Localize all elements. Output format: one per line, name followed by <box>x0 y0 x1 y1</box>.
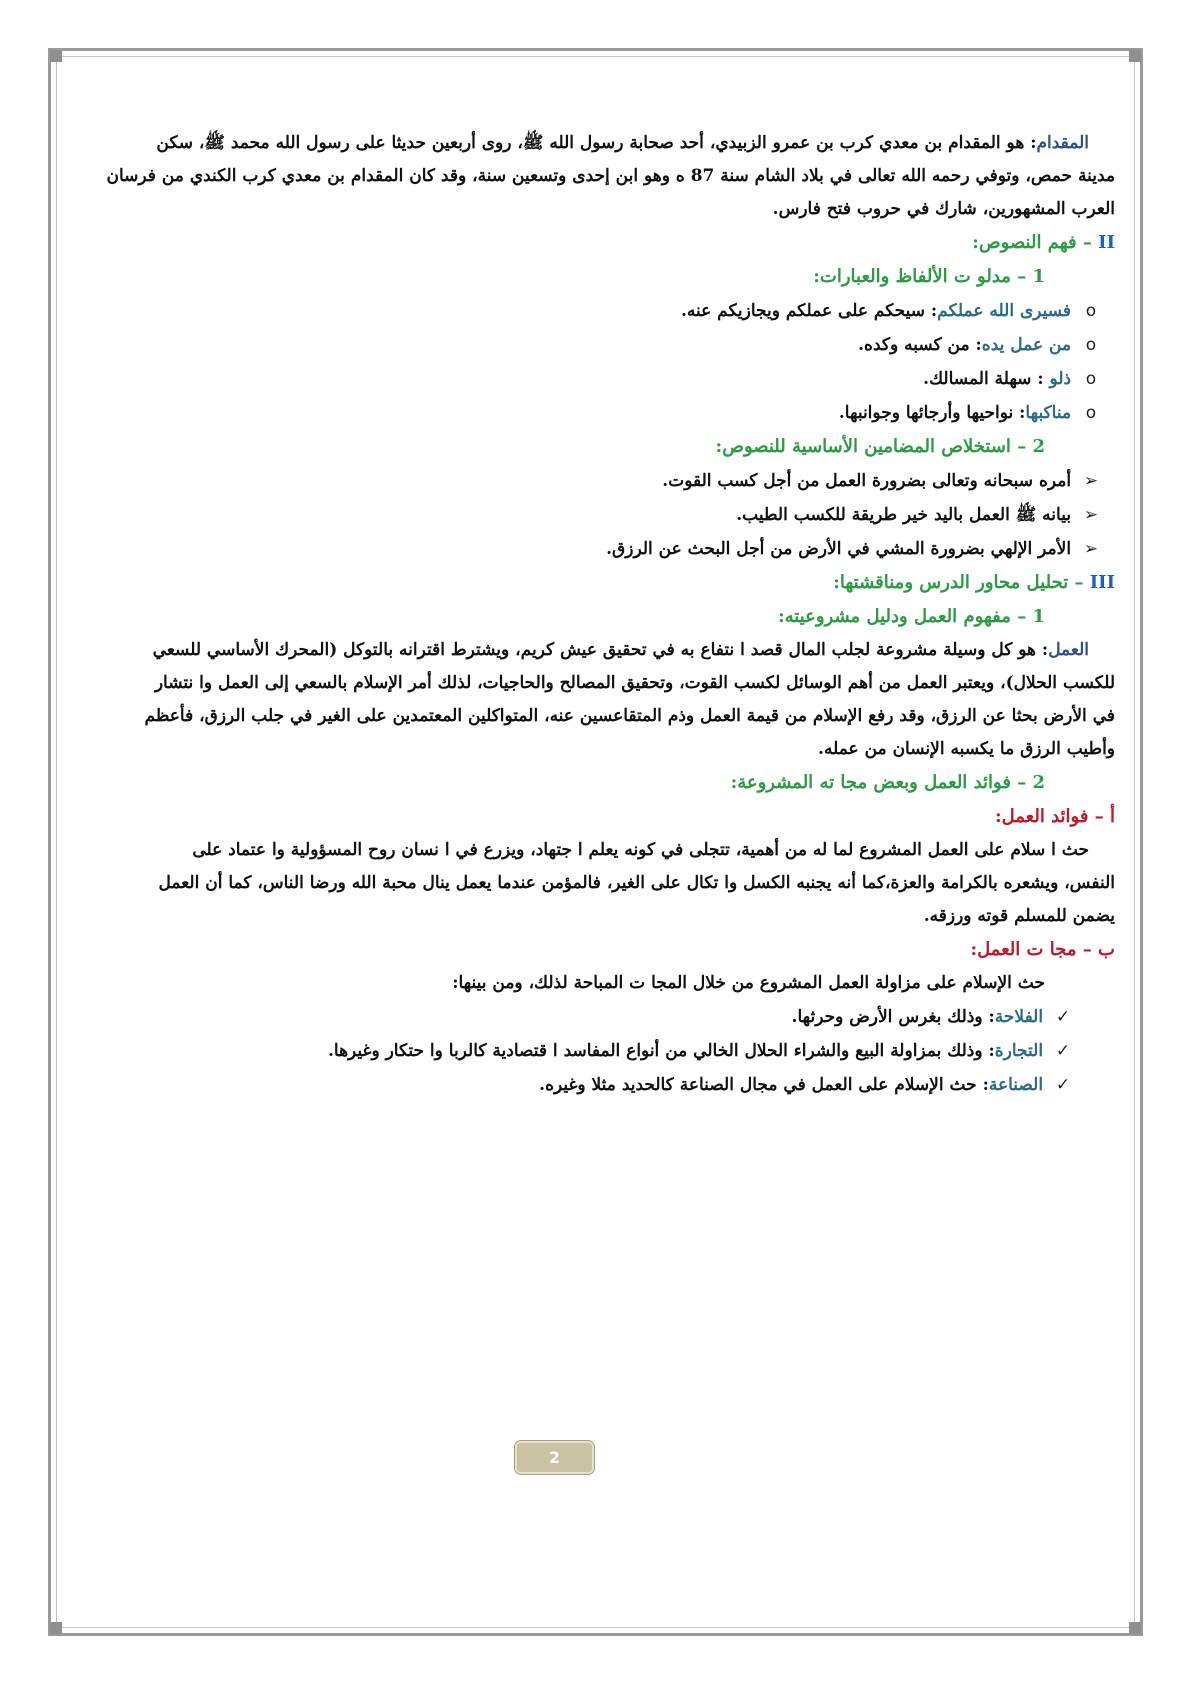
vocab-term: فسيرى الله عملكم <box>937 301 1072 321</box>
corner-ornament <box>50 1622 62 1634</box>
main-point <box>75 532 1115 566</box>
intro-line: العرب المشهورين، شارك في حروب فتح فارس. <box>772 199 1115 219</box>
benefits-line: يضمن للمسلم قوته ورزقه. <box>923 906 1115 926</box>
benefits-heading: أ – فوائد العمل: <box>994 806 1115 827</box>
field-item <box>75 1034 1115 1068</box>
subsection-heading: 2 – فوائد العمل وبعض مجا ته المشروعة: <box>730 772 1045 793</box>
vocab-definition: : من كسبه وكده. <box>858 335 982 355</box>
page-content <box>75 127 1115 1102</box>
corner-ornament <box>1129 1622 1141 1634</box>
vocab-item <box>75 294 1115 328</box>
field-term: الصناعة <box>988 1075 1044 1095</box>
circle-bullet-icon: o <box>1085 301 1097 321</box>
vocab-definition: : سيحكم على عملكم ويجازيكم عنه. <box>680 301 938 321</box>
intro-text: : هو المقدام بن معدي كرب بن عمرو الزبيدي، أحد صحابة رسول الله ﷺ، روى أربعين حديثا على رسول الله محمد ﷺ، سكن <box>156 133 1037 153</box>
arrow-bullet-icon: ➢ <box>1083 505 1099 525</box>
circle-bullet-icon: o <box>1085 369 1097 389</box>
field-term: الفلاحة <box>994 1007 1044 1027</box>
vocab-term: ذلو <box>1049 369 1072 389</box>
vocab-term: مناكبها <box>1025 403 1072 423</box>
checkmark-icon: ✓ <box>1055 1007 1071 1027</box>
fields-intro: حث الإسلام على مزاولة العمل المشروع من خلال المجا ت المباحة لذلك، ومن بينها: <box>452 973 1045 993</box>
field-term: التجارة <box>994 1041 1044 1061</box>
main-point-text: بيانه ﷺ العمل باليد خير طريقة للكسب الطيب. <box>736 505 1072 525</box>
vocab-term: من عمل يده <box>981 335 1072 355</box>
fields-heading: ب – مجا ت العمل: <box>970 939 1115 960</box>
corner-ornament <box>50 50 62 62</box>
field-item <box>75 1000 1115 1034</box>
field-item <box>75 1068 1115 1102</box>
subsection-heading: 1 – مفهوم العمل ودليل مشروعيته: <box>777 606 1045 627</box>
vocab-item <box>75 328 1115 362</box>
main-point <box>75 498 1115 532</box>
section-number: III <box>1089 572 1115 593</box>
section-heading <box>75 226 1115 260</box>
field-definition: : حث الإسلام على العمل في مجال الصناعة كالحديد مثلا وغيره. <box>539 1075 989 1095</box>
benefits-line: النفس، ويشعره بالكرامة والعزة،كما أنه يجنبه الكسل وا تكال على الغير، فالمؤمن عندما يعمل ينال محبة الله ورضا الناس، كما أن العمل <box>158 873 1115 893</box>
benefits-line: حث ا سلام على العمل المشروع لما له من أهمية، تتجلى في كونه يعلم ا جتهاد، ويزرع في ا نسان روح المسؤولية وا عتماد على <box>192 840 1089 860</box>
main-point-text: أمره سبحانه وتعالى بضرورة العمل من أجل كسب القوت. <box>662 471 1072 491</box>
work-text: : هو كل وسيلة مشروعة لجلب المال قصد ا نتفاع به في تحقيق عيش كريم، ويشترط اقترانه بالتوكل (المحرك الأساسي للسعي <box>152 640 1049 660</box>
arrow-bullet-icon: ➢ <box>1083 471 1099 491</box>
field-definition: : وذلك بمزاولة البيع والشراء الحلال الخالي من أنواع المفاسد ا قتصادية كالربا وا حتكار وغيرها. <box>327 1041 995 1061</box>
work-definition-line: للكسب الحلال)، ويعتبر العمل من أهم الوسائل لكسب القوت، وتحقيق المصالح والحاجيات، لذلك أمر الإسلام بالسعي إلى العمل وا نتشار <box>154 673 1115 693</box>
page-number: 2 <box>515 1441 594 1474</box>
checkmark-icon: ✓ <box>1055 1075 1071 1095</box>
work-definition-line: وأطيب الرزق ما يكسبه الإنسان من عمله. <box>818 739 1115 759</box>
main-point <box>75 464 1115 498</box>
vocab-item <box>75 362 1115 396</box>
vocab-definition: : نواحيها وأرجائها وجوانبها. <box>838 403 1026 423</box>
subsection-heading: 2 – استخلاص المضامين الأساسية للنصوص: <box>715 436 1045 457</box>
subsection-heading: 1 – مدلو ت الألفاظ والعبارات: <box>813 266 1045 287</box>
intro-line <box>75 127 1115 160</box>
intro-line: مدينة حمص، وتوفي رحمه الله تعالى في بلاد الشام سنة 87 ه وهو ابن إحدى وتسعين سنة، وقد كان المقدام بن معدي كرب الكندي من فرسان <box>106 166 1115 186</box>
vocab-definition: : سهلة المسالك. <box>923 369 1050 389</box>
section-number: II <box>1098 232 1115 253</box>
section-heading <box>75 566 1115 600</box>
field-definition: : وذلك بغرس الأرض وحرثها. <box>791 1007 995 1027</box>
circle-bullet-icon: o <box>1085 335 1097 355</box>
arrow-bullet-icon: ➢ <box>1083 539 1099 559</box>
vocab-item <box>75 396 1115 430</box>
work-term: العمل <box>1048 640 1089 660</box>
corner-ornament <box>1129 50 1141 62</box>
section-title: – فهم النصوص: <box>972 232 1099 253</box>
main-point-text: الأمر الإلهي بضرورة المشي في الأرض من أجل البحث عن الرزق. <box>606 539 1072 559</box>
intro-term: المقدام <box>1036 133 1089 153</box>
work-definition-line: في الأرض بحثا عن الرزق، وقد رفع الإسلام من قيمة العمل وذم المتقاعسين عنه، المتواكلين المعتمدين على الغير في جلب الرزق، فأعظم <box>144 706 1115 726</box>
circle-bullet-icon: o <box>1085 403 1097 423</box>
section-title: – تحليل محاور الدرس ومناقشتها: <box>833 572 1090 593</box>
work-definition-line <box>75 634 1115 667</box>
checkmark-icon: ✓ <box>1055 1041 1071 1061</box>
